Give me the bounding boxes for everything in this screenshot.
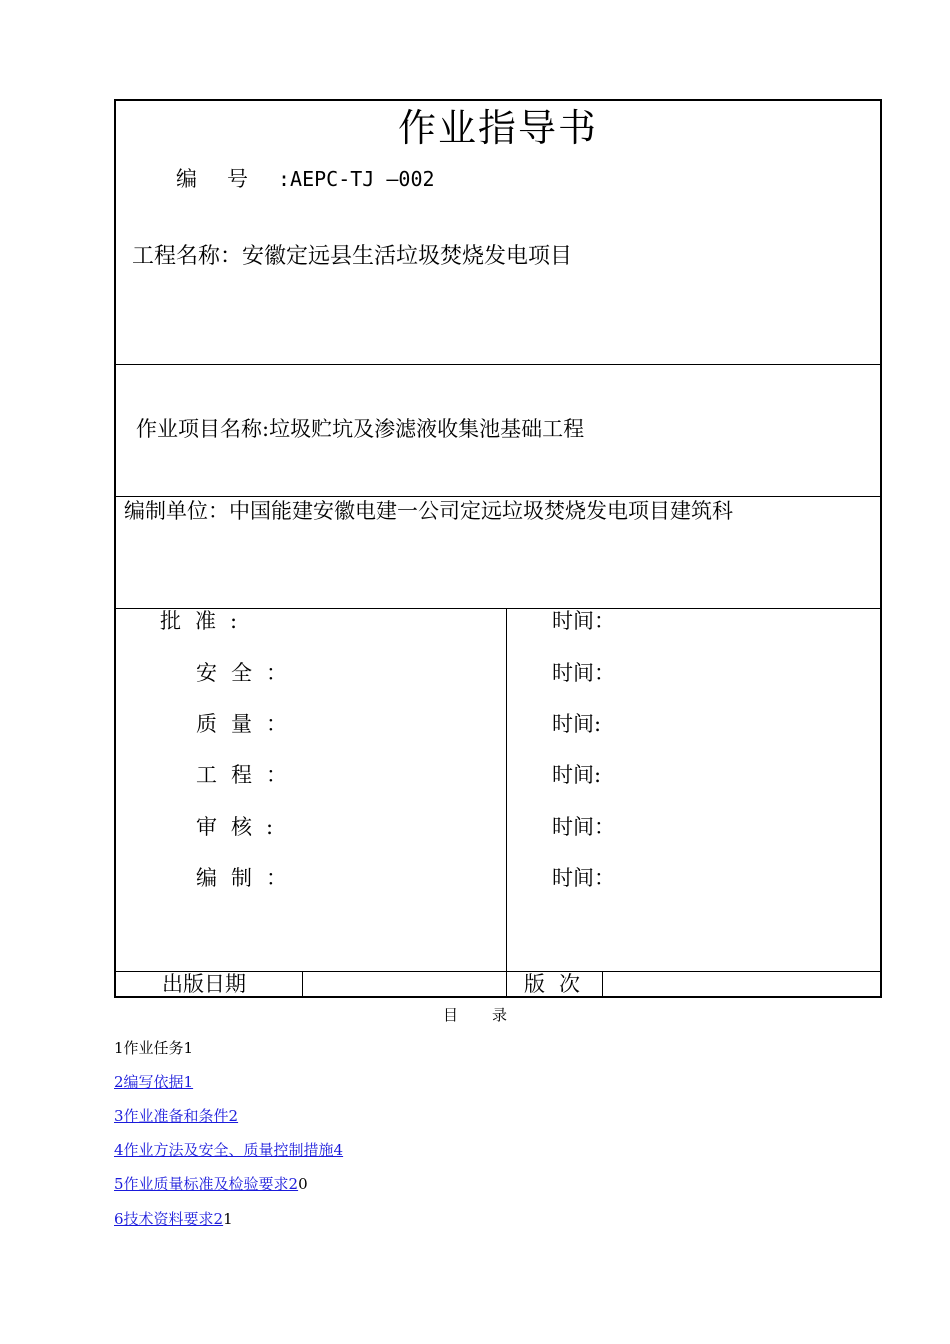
toc-link[interactable]: 2编写依据1 [114,1073,194,1091]
toc-item-1: 1作业任务1 [114,1039,194,1057]
toc-item-5[interactable] [114,1173,308,1194]
time-engineering: 时间: [552,763,602,787]
toc-heading-left: 目 [442,1006,458,1024]
time-review: 时间： [552,815,615,839]
signature-review: 审核: [196,815,274,839]
document-number-label: 编号 [176,167,278,191]
time-quality: 时间: [552,712,602,736]
toc-page-suffix: 0 [298,1175,308,1193]
publish-date-label: 出版日期 [162,972,246,996]
document-title: 作业指导书 [397,106,598,150]
toc-item-4[interactable] [114,1139,343,1160]
cover-table [114,99,882,998]
toc-heading-right: 录 [492,1006,508,1024]
signature-quality: 质量： [196,712,287,736]
document-number [176,169,435,190]
toc-link[interactable]: 6技术资料要求2 [114,1210,224,1228]
time-safety: 时间： [552,661,615,685]
time-prepare: 时间： [552,866,615,890]
toc-link[interactable]: 3作业准备和条件2 [114,1107,239,1125]
time-approve: 时间： [552,609,615,633]
toc-heading [0,1004,950,1025]
project-name: 工程名称：安徽定远县生活垃圾焚烧发电项目 [132,244,573,269]
signature-engineering: 工程： [196,763,287,787]
compiling-unit: 编制单位：中国能建安徽电建一公司定远垃圾焚烧发电项目建筑科 [124,499,733,523]
document-number-value: :AEPC-TJ —002 [278,167,435,191]
toc-link[interactable]: 4作业方法及安全、质量控制措施4 [114,1141,344,1159]
toc-link[interactable]: 5作业质量标准及检验要求2 [114,1175,299,1193]
signature-safety: 安全： [196,661,287,685]
toc-item-2[interactable] [114,1071,193,1092]
column-divider [506,608,507,998]
divider-line [116,496,880,497]
toc-item-3[interactable] [114,1105,238,1126]
column-divider [602,971,603,998]
task-name: 作业项目名称:垃圾贮坑及渗滤液收集池基础工程 [136,417,585,441]
toc-item-6[interactable] [114,1208,233,1229]
toc-page-suffix: 1 [223,1210,233,1228]
divider-line [116,364,880,365]
signature-prepare: 编制： [196,866,287,890]
version-label: 版次 [524,972,594,996]
column-divider [302,971,303,998]
signature-approve: 批准: [160,609,238,633]
